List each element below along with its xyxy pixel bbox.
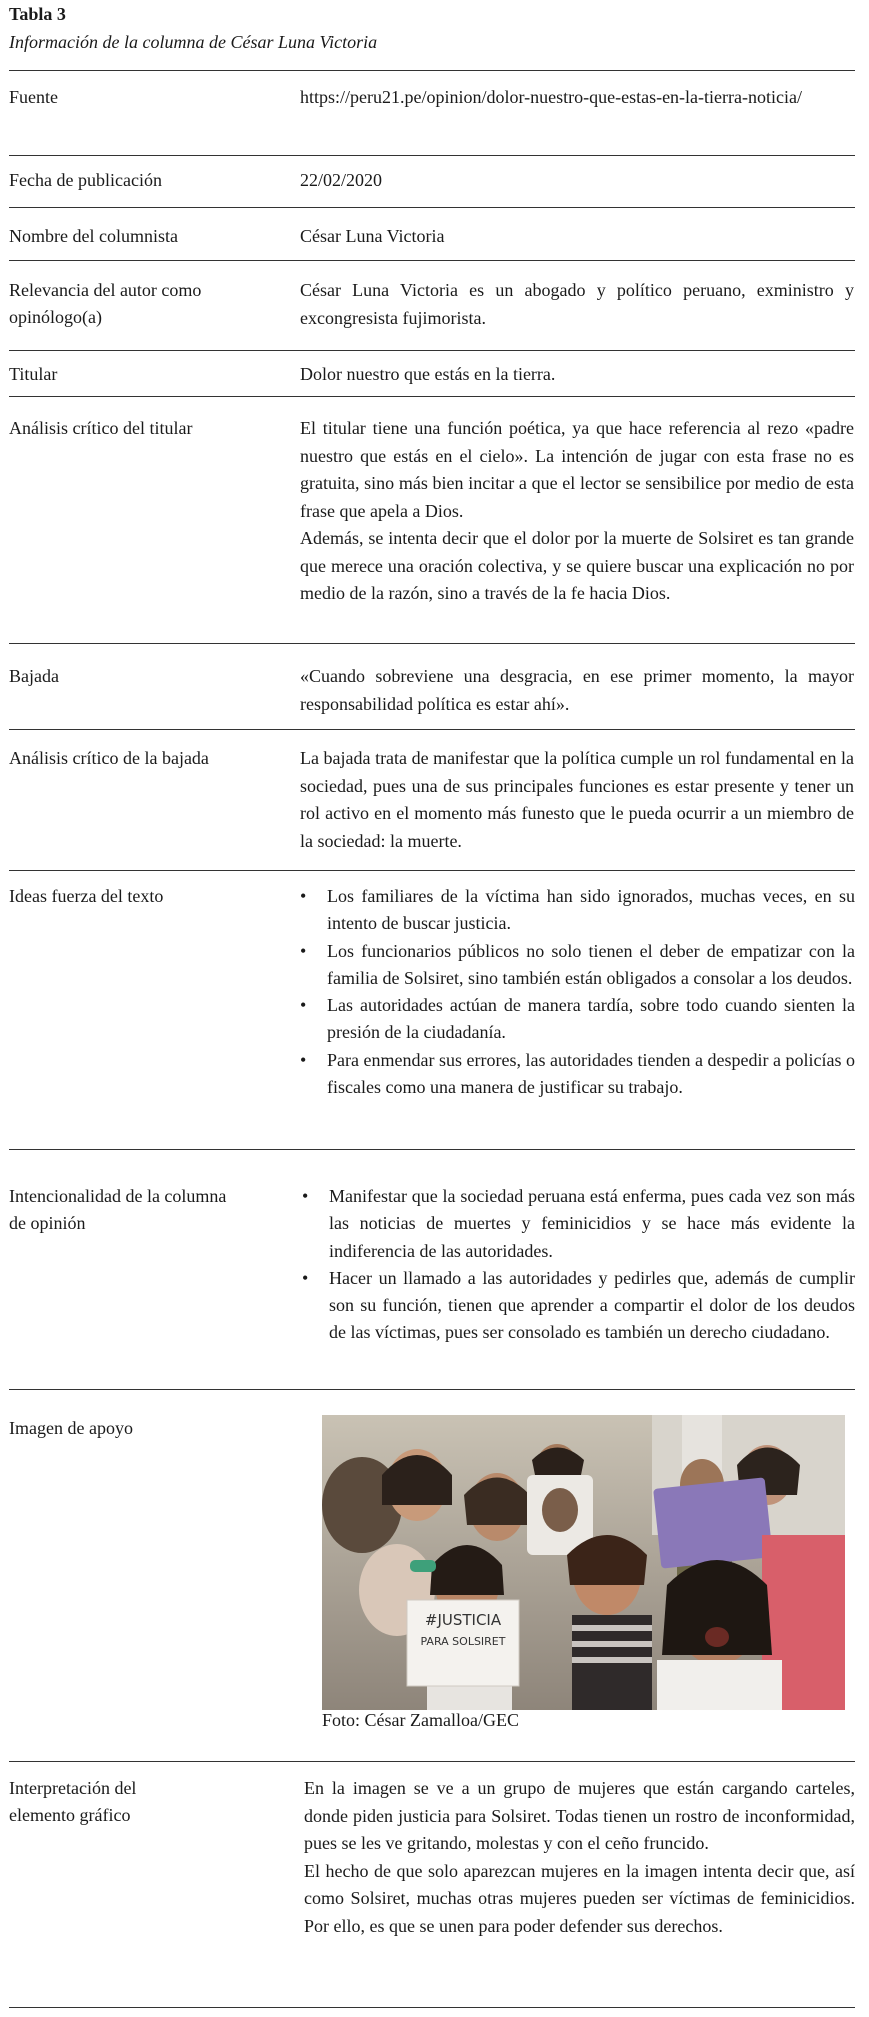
protest-photo-illustration — [322, 1415, 845, 1710]
label-imagen-apoyo: Imagen de apoyo — [9, 1418, 133, 1438]
sign-line-2: PARA SOLSIRET — [420, 1635, 506, 1648]
label-interpretacion-line-1: Interpretación del — [9, 1778, 137, 1798]
list-item: • Hacer un llamado a las autoridades y pedirles que, además de cumplir son su función, tienen que aprender a compartir el dolor de los deudos de las víctimas, pues ser consolado es también un derecho ciudadano. — [302, 1265, 855, 1347]
value-columnista: César Luna Victoria — [300, 226, 445, 246]
analisis-titular-paragraph-2: Además, se intenta decir que el dolor por la muerte de Solsiret es tan grande que merece una oración colectiva, y se quiere buscar una explicación no por medio de la razón, sino a través de la fe hacia Dios. — [300, 528, 854, 603]
interpretacion-paragraph-1: En la imagen se ve a un grupo de mujeres que están cargando carteles, donde piden justicia para Solsiret. Todas tienen un rostro de inconformidad, pues se les ve gritando, molestas y con el ceño fruncido. — [304, 1778, 855, 1853]
analisis-titular-paragraph-1: El titular tiene una función poética, ya que hace referencia al rezo «padre nuestro que estás en el cielo». La intención de jugar con esta frase no es gratuita, sino más bien incitar a que el lector se sensibilice por medio de esta frase que apela a Dios. — [300, 418, 854, 521]
intencionalidad-list — [302, 1183, 855, 1347]
label-intencionalidad-line-2: de opinión — [9, 1213, 86, 1233]
value-titular: Dolor nuestro que estás en la tierra. — [300, 364, 556, 384]
value-relevancia: César Luna Victoria es un abogado y político peruano, exministro y excongresista fujimorista. — [300, 280, 854, 328]
sign-line-1: #JUSTICIA — [424, 1611, 502, 1629]
row-divider — [9, 729, 855, 730]
row-divider — [9, 1761, 855, 1762]
value-fuente: https://peru21.pe/opinion/dolor-nuestro-que-estas-en-la-tierra-noticia/ — [300, 87, 802, 107]
label-fecha: Fecha de publicación — [9, 170, 162, 190]
label-titular: Titular — [9, 364, 58, 384]
table-top-rule — [9, 70, 855, 71]
table-title: Información de la columna de César Luna Victoria — [9, 32, 378, 52]
label-interpretacion — [9, 1775, 136, 1829]
row-divider — [9, 396, 855, 397]
list-item: • Los familiares de la víctima han sido ignorados, muchas veces, en su intento de buscar justicia. — [300, 883, 855, 938]
label-fuente: Fuente — [9, 87, 58, 107]
label-interpretacion-line-2: elemento gráfico — [9, 1805, 131, 1825]
row-divider — [9, 643, 855, 644]
interpretacion-paragraph-2: El hecho de que solo aparezcan mujeres en la imagen intenta decir que, así como Solsiret, muchas otras mujeres pueden ser víctimas de feminicidios. Por ello, es que se unen para poder defender sus derechos. — [304, 1860, 855, 1936]
list-item: • Manifestar que la sociedad peruana está enferma, pues cada vez son más las noticias de muertes y feminicidios y se hace más evidente la indiferencia de las autoridades. — [302, 1183, 855, 1265]
table-number: Tabla 3 — [9, 4, 66, 24]
value-bajada: «Cuando sobreviene una desgracia, en ese primer momento, la mayor responsabilidad política es estar ahí». — [300, 666, 854, 714]
row-divider — [9, 1389, 855, 1390]
label-analisis-titular: Análisis crítico del titular — [9, 418, 193, 438]
label-columnista: Nombre del columnista — [9, 226, 178, 246]
label-intencionalidad-line-1: Intencionalidad de la columna — [9, 1186, 227, 1206]
photo-caption: Foto: César Zamalloa/GEC — [322, 1710, 519, 1730]
row-divider — [9, 350, 855, 351]
value-interpretacion — [304, 1775, 855, 1940]
list-item: • Las autoridades actúan de manera tardía, sobre todo cuando sienten la presión de la ciudadanía. — [300, 992, 855, 1047]
row-divider — [9, 260, 855, 261]
list-item: • Para enmendar sus errores, las autoridades tienden a despedir a policías o fiscales como una manera de justificar su trabajo. — [300, 1047, 855, 1102]
value-analisis-titular — [300, 415, 854, 608]
row-divider — [9, 207, 855, 208]
label-intencionalidad — [9, 1183, 226, 1237]
label-analisis-bajada: Análisis crítico de la bajada — [9, 748, 209, 768]
value-fecha: 22/02/2020 — [300, 170, 383, 190]
protest-photo — [322, 1415, 845, 1710]
value-analisis-bajada: La bajada trata de manifestar que la política cumple un rol fundamental en la sociedad, pues una de sus principales funciones es estar presente y tener un rol activo en el momento más funesto que le pueda ocurrir a un miembro de la sociedad: la muerte. — [300, 748, 854, 851]
row-divider — [9, 155, 855, 156]
label-bajada: Bajada — [9, 666, 59, 686]
row-divider — [9, 1149, 855, 1150]
list-item: • Los funcionarios públicos no solo tienen el deber de empatizar con la familia de Solsiret, sino también están obligados a consolar a los deudos. — [300, 938, 855, 993]
ideas-fuerza-list — [300, 883, 855, 1101]
row-divider — [9, 870, 855, 871]
table-bottom-rule — [9, 2007, 855, 2008]
label-relevancia: Relevancia del autor como opinólogo(a) — [9, 280, 202, 327]
label-ideas-fuerza: Ideas fuerza del texto — [9, 886, 164, 906]
